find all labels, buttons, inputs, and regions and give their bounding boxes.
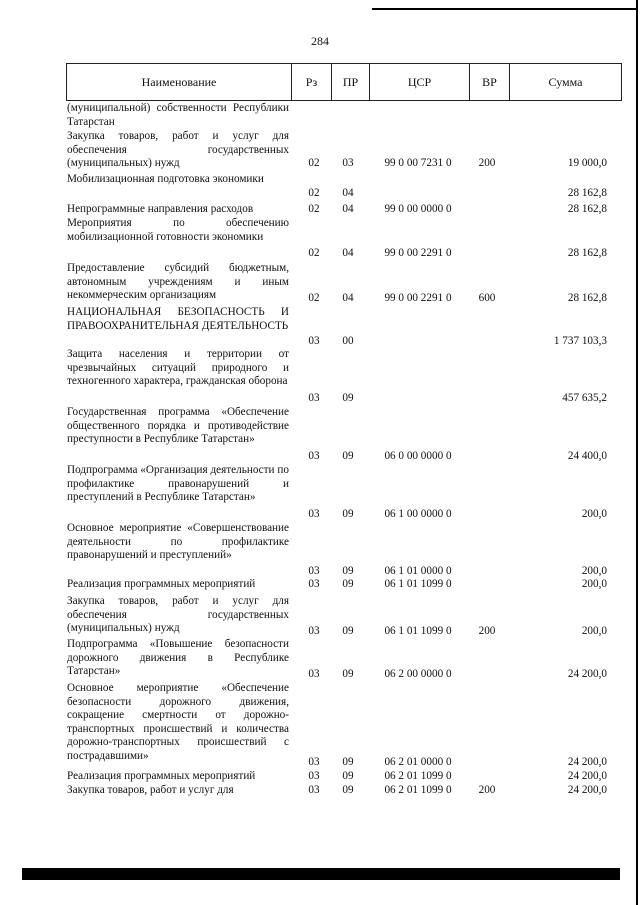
cell-name: Непрограммные направления расходов <box>67 203 254 215</box>
cell-name: Закупка товаров, работ и услуг для обеспечения государственных (муниципальных) нужд <box>67 595 289 635</box>
cell-pr: 04 <box>342 292 354 304</box>
cell-csr: 06 1 01 0000 0 <box>384 565 452 577</box>
cell-rz: 03 <box>308 625 320 637</box>
cell-vr: 200 <box>478 157 496 169</box>
cell-rz: 02 <box>308 292 320 304</box>
cell-name: Закупка товаров, работ и услуг для обеспечения государственных (муниципальных) нужд <box>67 130 289 170</box>
cell-pr: 09 <box>342 784 354 796</box>
cell-rz: 03 <box>308 756 320 768</box>
cell-name: Реализация программных мероприятий <box>67 578 256 590</box>
cell-sum: 24 200,0 <box>567 770 607 782</box>
cell-name: Государственная программа «Обеспечение общественного порядка и противодействие преступности в Республике Татарстан» <box>67 406 289 446</box>
cell-vr: 200 <box>478 625 496 637</box>
cell-csr: 99 0 00 7231 0 <box>384 157 452 169</box>
cell-csr: 06 2 00 0000 0 <box>384 668 452 680</box>
cell-csr: 99 0 00 0000 0 <box>384 203 452 215</box>
scan-edge-bottom <box>22 868 620 880</box>
header-name: Наименование <box>67 64 292 100</box>
cell-rz: 02 <box>308 157 320 169</box>
cell-sum: 457 635,2 <box>562 392 607 404</box>
cell-sum: 200,0 <box>581 578 607 590</box>
cell-pr: 09 <box>342 756 354 768</box>
cell-pr: 09 <box>342 508 354 520</box>
cell-sum: 28 162,8 <box>567 187 607 199</box>
cell-csr: 06 2 01 1099 0 <box>384 784 452 796</box>
cell-rz: 03 <box>308 565 320 577</box>
cell-name: Мероприятия по обеспечению мобилизационной готовности экономики <box>67 217 289 243</box>
cell-sum: 1 737 103,3 <box>553 335 607 347</box>
cell-rz: 03 <box>308 335 320 347</box>
cell-name: Предоставление субсидий бюджетным, автономным учреждениям и иным некоммерческим организациям <box>67 262 289 302</box>
cell-csr: 06 1 00 0000 0 <box>384 508 452 520</box>
cell-csr: 06 2 01 0000 0 <box>384 756 452 768</box>
cell-sum: 24 200,0 <box>567 756 607 768</box>
cell-pr: 04 <box>342 247 354 259</box>
cell-name: Защита населения и территории от чрезвычайных ситуаций природного и техногенного характера, гражданская оборона <box>67 348 289 388</box>
cell-csr: 06 2 01 1099 0 <box>384 770 452 782</box>
cell-sum: 24 400,0 <box>567 450 607 462</box>
cell-vr: 600 <box>478 292 496 304</box>
cell-rz: 03 <box>308 450 320 462</box>
cell-rz: 03 <box>308 668 320 680</box>
cell-pr: 09 <box>342 450 354 462</box>
cell-rz: 02 <box>308 203 320 215</box>
cell-sum: 24 200,0 <box>567 784 607 796</box>
scan-edge-right <box>636 0 638 905</box>
cell-name: (муниципальной) собственности Республики Татарстан <box>67 102 289 128</box>
cell-pr: 09 <box>342 668 354 680</box>
page-number: 284 <box>311 34 329 48</box>
cell-sum: 200,0 <box>581 625 607 637</box>
cell-rz: 03 <box>308 784 320 796</box>
cell-pr: 03 <box>342 157 354 169</box>
cell-name: Подпрограмма «Организация деятельности по профилактике правонарушений и преступлений в Республике Татарстан» <box>67 464 289 504</box>
cell-name: Подпрограмма «Повышение безопасности дорожного движения в Республике Татарстан» <box>67 638 289 678</box>
cell-sum: 200,0 <box>581 565 607 577</box>
cell-pr: 04 <box>342 203 354 215</box>
cell-rz: 02 <box>308 187 320 199</box>
cell-pr: 09 <box>342 392 354 404</box>
cell-rz: 03 <box>308 770 320 782</box>
cell-rz: 02 <box>308 247 320 259</box>
scan-edge-top <box>372 8 638 10</box>
cell-name: Реализация программных мероприятий <box>67 770 256 782</box>
cell-rz: 03 <box>308 578 320 590</box>
cell-csr: 06 0 00 0000 0 <box>384 450 452 462</box>
cell-csr: 06 1 01 1099 0 <box>384 578 452 590</box>
cell-name: Основное мероприятие «Совершенствование деятельности по профилактике правонарушений и преступлений» <box>67 522 289 562</box>
cell-name: Закупка товаров, работ и услуг для <box>67 784 234 796</box>
cell-sum: 200,0 <box>581 508 607 520</box>
table-header <box>66 63 622 101</box>
header-sum: Сумма <box>548 75 583 89</box>
cell-name: НАЦИОНАЛЬНАЯ БЕЗОПАСНОСТЬ И ПРАВООХРАНИТЕЛЬНАЯ ДЕЯТЕЛЬНОСТЬ <box>67 306 289 332</box>
cell-pr: 09 <box>342 565 354 577</box>
header-pr: ПР <box>332 64 370 100</box>
cell-name: Основное мероприятие «Обеспечение безопасности дорожного движения, сокращение смертности от дорожно-транспортных происшествий и количества дорожно-транспортных происшествий с пострадавшими» <box>67 682 289 762</box>
cell-rz: 03 <box>308 508 320 520</box>
header-rz: Рз <box>292 64 332 100</box>
cell-csr: 06 1 01 1099 0 <box>384 625 452 637</box>
header-vr: ВР <box>470 64 510 100</box>
cell-pr: 04 <box>342 187 354 199</box>
cell-pr: 09 <box>342 625 354 637</box>
cell-vr: 200 <box>478 784 496 796</box>
cell-sum: 28 162,8 <box>567 292 607 304</box>
cell-rz: 03 <box>308 392 320 404</box>
cell-sum: 19 000,0 <box>567 157 607 169</box>
cell-csr: 99 0 00 2291 0 <box>384 247 452 259</box>
cell-csr: 99 0 00 2291 0 <box>384 292 452 304</box>
cell-sum: 28 162,8 <box>567 247 607 259</box>
cell-sum: 28 162,8 <box>567 203 607 215</box>
cell-name: Мобилизационная подготовка экономики <box>67 173 264 185</box>
cell-sum: 24 200,0 <box>567 668 607 680</box>
header-csr: ЦСР <box>370 64 470 100</box>
cell-pr: 09 <box>342 770 354 782</box>
cell-pr: 00 <box>342 335 354 347</box>
cell-pr: 09 <box>342 578 354 590</box>
